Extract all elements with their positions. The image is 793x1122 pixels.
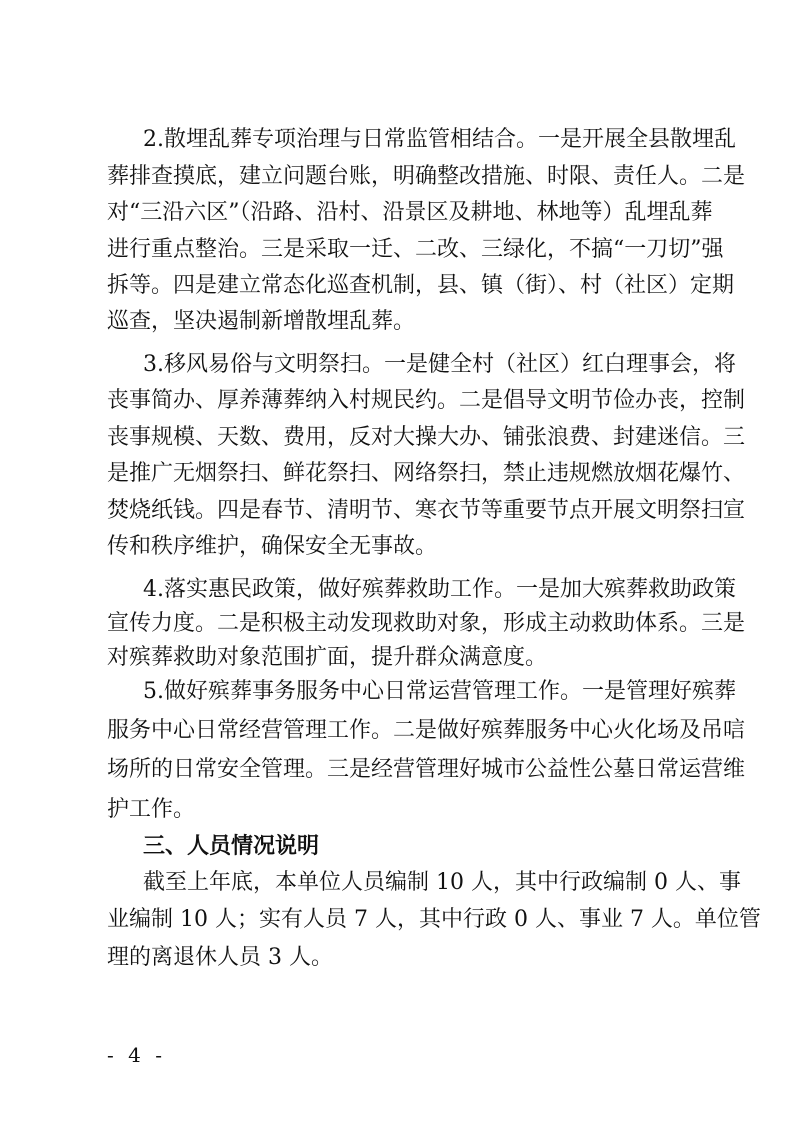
- text-line: 拆等。四是建立常态化巡查机制，县、镇（街）、村（社区）定期: [107, 273, 735, 298]
- text-line: 场所的日常安全管理。三是经营管理好城市公益性公墓日常运营维: [107, 757, 746, 782]
- text-line: 传和秩序维护，确保安全无事故。: [107, 534, 438, 559]
- text-line: 进行重点整治。三是采取一迁、二改、三绿化，不搞“一刀切”强: [107, 237, 724, 262]
- text-line: 丧事简办、厚养薄葬纳入村规民约。二是倡导文明节俭办丧，控制: [107, 388, 746, 413]
- section-heading: 三、人员情况说明: [143, 834, 320, 859]
- text-line: 2.散埋乱葬专项治理与日常监管相结合。一是开展全县散埋乱: [143, 127, 736, 152]
- text-line: 宣传力度。二是积极主动发现救助对象，形成主动救助体系。三是: [107, 611, 746, 636]
- text-line: 丧事规模、天数、费用，反对大操大办、铺张浪费、封建迷信。三: [107, 425, 746, 450]
- text-line: 葬排查摸底，建立问题台账，明确整改措施、时限、责任人。二是: [107, 164, 746, 189]
- text-line: 理的离退休人员 3 人。: [107, 945, 333, 970]
- text-line: 业编制 10 人；实有人员 7 人，其中行政 0 人、事业 7 人。单位管: [107, 907, 761, 932]
- text-line: 服务中心日常经营管理工作。二是做好殡葬服务中心火化场及吊唁: [107, 718, 746, 743]
- page-number: - 4 -: [107, 1043, 166, 1067]
- text-line: 巡查，坚决遏制新增散埋乱葬。: [107, 309, 416, 334]
- text-line: 是推广无烟祭扫、鲜花祭扫、网络祭扫，禁止违规燃放烟花爆竹、: [107, 461, 746, 486]
- text-line: 5.做好殡葬事务服务中心日常运营管理工作。一是管理好殡葬: [143, 679, 736, 704]
- text-line: 护工作。: [107, 797, 196, 822]
- text-line: 焚烧纸钱。四是春节、清明节、寒衣节等重要节点开展文明祭扫宣: [107, 498, 746, 523]
- text-line: 3.移风易俗与文明祭扫。一是健全村（社区）红白理事会，将: [143, 352, 736, 377]
- text-line: 对“三沿六区”（沿路、沿村、沿景区及耕地、林地等）乱埋乱葬: [107, 200, 713, 225]
- text-line: 截至上年底，本单位人员编制 10 人，其中行政编制 0 人、事: [143, 870, 741, 895]
- text-line: 4.落实惠民政策，做好殡葬救助工作。一是加大殡葬救助政策: [143, 577, 736, 602]
- text-line: 对殡葬救助对象范围扩面，提升群众满意度。: [107, 645, 548, 670]
